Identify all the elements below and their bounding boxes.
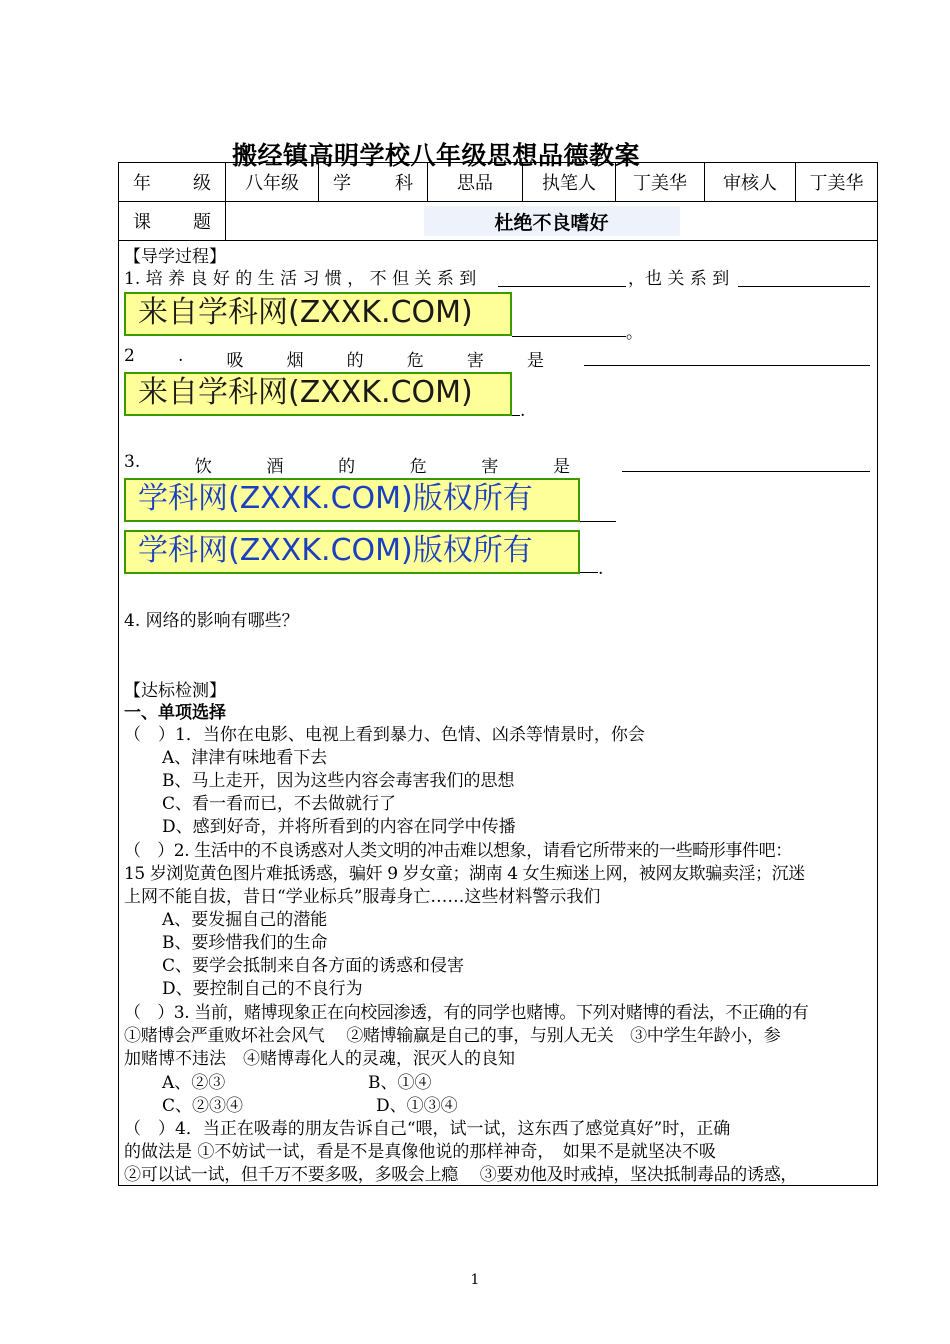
q2-option-a: A、要发掘自己的潜能 — [162, 910, 328, 930]
watermark-banner-3: 学科网(ZXXK.COM)版权所有 — [124, 478, 580, 522]
question-3-end: . — [598, 559, 604, 579]
answer-blank-1b[interactable] — [738, 270, 870, 287]
part-one-heading: 一、单项选择 — [124, 703, 226, 723]
q2-part: 是 — [527, 351, 544, 371]
subject-label-b: 科 — [395, 173, 413, 194]
question-2-text — [124, 346, 544, 371]
reviewer-label: 审核人 — [705, 163, 796, 202]
q3-part: 饮 — [194, 457, 212, 477]
question-4-text: 4. 网络的影响有哪些？ — [124, 611, 299, 631]
answer-blank-3b[interactable] — [580, 505, 616, 522]
header-table — [118, 162, 878, 241]
q3-option-b: B、①④ — [368, 1073, 432, 1093]
q3-part: 酒 — [266, 457, 284, 477]
grade-label-b: 级 — [193, 173, 211, 194]
topic-title: 杜绝不良嗜好 — [494, 211, 609, 234]
q3-stem-line-3: 加赌博不违法 ④赌博毒化人的灵魂，泯灭人的良知 — [124, 1049, 515, 1069]
topic-label-a: 课 — [133, 212, 151, 233]
q2-part: 的 — [346, 351, 364, 371]
q3-option-d: D、①③④ — [376, 1096, 458, 1116]
q2-stem-line-3: 上网不能自拔，昔日“学业标兵”服毒身亡……这些材料警示我们 — [124, 887, 601, 907]
answer-blank-1c[interactable] — [512, 320, 626, 337]
question-2-end: . — [520, 401, 526, 421]
q4-stem-line-1: （ ）4．当正在吸毒的朋友告诉自己“喂，试一试，这东西了感觉真好”时，正确 — [124, 1119, 731, 1139]
question-1-text-b: ，也 关 系 到 — [628, 269, 730, 289]
watermark-banner-4: 学科网(ZXXK.COM)版权所有 — [124, 530, 580, 574]
test-section-heading: 【达标检测】 — [124, 681, 226, 701]
answer-blank-2b[interactable] — [512, 399, 520, 416]
answer-blank-1a[interactable] — [498, 270, 626, 287]
q3-part: 3. — [124, 452, 141, 472]
q1-stem: （ ）1．当你在电影、电视上看到暴力、色情、凶杀等情景时，你会 — [124, 725, 645, 745]
guide-section-heading: 【导学过程】 — [124, 247, 226, 267]
author-value: 丁美华 — [616, 163, 705, 202]
watermark-banner-2: 来自学科网(ZXXK.COM) — [124, 372, 512, 416]
q2-option-c: C、要学会抵制来自各方面的诱惑和侵害 — [162, 956, 465, 976]
subject-value: 思品 — [428, 163, 523, 202]
answer-blank-2a[interactable] — [584, 349, 870, 366]
q4-stem-line-2: 的做法是 ①不妨试一试，看是不是真像他说的那样神奇， 如果不是就坚决不吸 — [124, 1142, 716, 1162]
question-1-text: 1. 培 养 良 好 的 生 活 习 惯 ， 不 但 关 系 到 — [124, 269, 477, 289]
page-number: 1 — [470, 1272, 480, 1288]
reviewer-value: 丁美华 — [796, 163, 878, 202]
watermark-banner-1: 来自学科网(ZXXK.COM) — [124, 292, 512, 336]
topic-cell — [226, 202, 878, 241]
subject-label-a: 学 — [333, 173, 351, 194]
answer-blank-3a[interactable] — [622, 455, 870, 472]
topic-row — [119, 202, 878, 241]
q1-option-b: B、马上走开，因为这些内容会毒害我们的思想 — [162, 771, 515, 791]
q3-part: 是 — [552, 457, 570, 477]
q4-stem-line-3: ②可以试一试，但千万不要多吸，多吸会上瘾 ③要劝他及时戒掉，坚决抵制毒品的诱惑， — [124, 1165, 798, 1185]
q3-option-a: A、②③ — [162, 1073, 226, 1093]
q2-part: 2 — [124, 346, 135, 366]
q1-option-d: D、感到好奇，并将所看到的内容在同学中传播 — [162, 817, 516, 837]
q2-stem-line-2: 15 岁浏览黄色图片难抵诱惑，骗奸 9 岁女童；湖南 4 女生痴迷上网，被网友欺骗卖淫；沉迷 — [124, 864, 805, 884]
q2-stem-line-1: （ ）2. 生活中的不良诱惑对人类文明的冲击难以想象，请看它所带来的一些畸形事件吧： — [124, 841, 792, 861]
q3-part: 危 — [409, 457, 427, 477]
author-label: 执笔人 — [523, 163, 616, 202]
grade-label-a: 年 — [133, 173, 151, 194]
q1-option-c: C、看一看而已，不去做就行了 — [162, 794, 397, 814]
grade-label-cell — [119, 163, 226, 202]
question-3-text — [124, 452, 570, 477]
subject-label-cell — [319, 163, 428, 202]
q3-option-c: C、②③④ — [162, 1096, 244, 1116]
grade-value: 八年级 — [226, 163, 319, 202]
document-title: 搬经镇高明学校八年级思想品德教案 — [232, 141, 641, 170]
q3-part: 害 — [481, 457, 499, 477]
q2-part: 烟 — [286, 351, 304, 371]
topic-label-cell — [119, 202, 226, 241]
q2-part: 吸 — [226, 351, 244, 371]
q2-part: 害 — [466, 351, 484, 371]
topic-label-b: 题 — [193, 212, 211, 233]
q2-option-b: B、要珍惜我们的生命 — [162, 933, 328, 953]
answer-blank-3c[interactable] — [580, 556, 598, 573]
q3-stem-line-1: （ ）3. 当前，赌博现象正在向校园渗透，有的同学也赌博。下列对赌博的看法，不正确的有 — [124, 1003, 809, 1023]
q2-option-d: D、要控制自己的不良行为 — [162, 979, 363, 999]
q1-option-a: A、津津有味地看下去 — [162, 748, 328, 768]
q3-part: 的 — [338, 457, 356, 477]
header-row — [119, 163, 878, 202]
q2-part: . — [177, 346, 184, 366]
question-1-end: 。 — [626, 323, 643, 343]
q3-stem-line-2: ①赌博会严重败坏社会风气 ②赌博输赢是自己的事，与别人无关 ③中学生年龄小，参 — [124, 1026, 781, 1046]
q2-part: 危 — [406, 351, 424, 371]
